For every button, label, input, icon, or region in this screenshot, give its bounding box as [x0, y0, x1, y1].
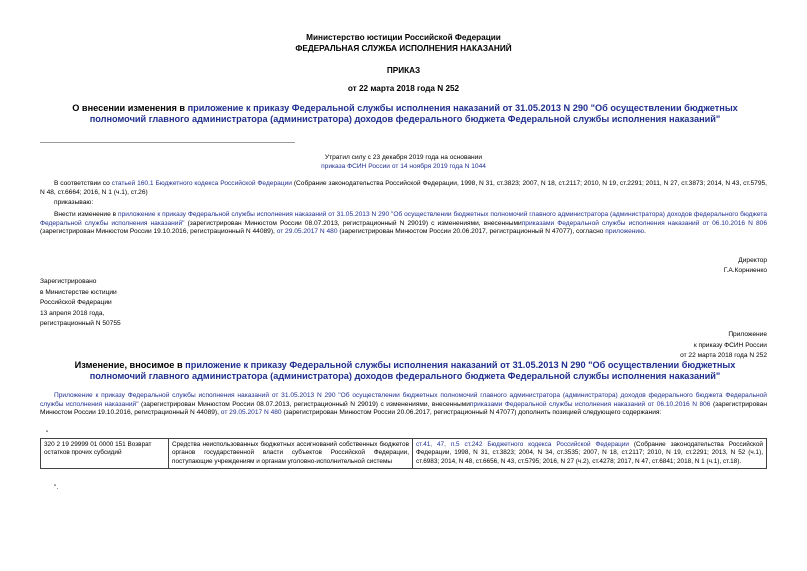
- closing-quote: ".: [54, 484, 59, 491]
- status-link-line: [0, 163, 807, 172]
- amend-link-order-806[interactable]: приказами Федеральной службы исполнения наказаний от 06.10.2016 N 806: [521, 219, 768, 227]
- change-link-order-806[interactable]: приказами Федеральной службы исполнения наказаний от 06.10.2016 N 806: [469, 400, 711, 408]
- repeal-order-link[interactable]: приказа ФСИН России от 14 ноября 2019 года N 1044: [321, 163, 486, 170]
- basis-paragraph: В соответствии со статьей 160.1 Бюджетного кодекса Российской Федерации (Собрание законодательства Российской Федерации, 1998, N 31, ст.3823; 2007, N 18, ст.2117; 2010, N 19, ст.2291; 2011, N 27, ст.3873; 2014, N 43, ст.5795, N 48, ст.6664; 2016, N 1 (ч.1), ст.26): [40, 180, 767, 196]
- change-link-appendix[interactable]: Приложение к приказу Федеральной службы исполнения наказаний от 31.05.2013 N 290 "Об осуществлении бюджетных полномочий главного администратора (администратора) доходов федерального бюджета Федеральной службы исполнения наказаний": [40, 392, 767, 408]
- title-link[interactable]: приложение к приказу Федеральной службы исполнения наказаний от 31.05.2013 N 290 "Об осуществлении бюджетных полномочий главного администратора (администратора) доходов федерального бюджета Федеральной службы исполнения наказаний": [89, 103, 738, 124]
- amend-paragraph: Внести изменение в приложение к приказу Федеральной службы исполнения наказаний от 31.05.2013 N 290 "Об осуществлении бюджетных полномочий главного администратора (администратора) доходов федерального бюджета Федеральной службы исполнения наказаний" (зарегистрирован Минюстом России 08.07.2013, регистрационный N 29019) с изменениями, внесеннымиприказами Федеральной службы исполнения наказаний от 06.10.2016 N 806 (зарегистрирован Минюстом России 19.10.2016, регистрационный N 44089), от 29.05.2017 N 480 (зарегистрирован Минюстом России 20.06.2017, регистрационный N 47077), согласно приложению.: [40, 211, 768, 236]
- signature-name: Г.А.Корниенко: [723, 267, 767, 274]
- divider: [40, 142, 295, 143]
- signature-position: Директор: [738, 257, 767, 264]
- doc-date: от 22 марта 2018 года N 252: [347, 84, 460, 93]
- table-row: [41, 439, 767, 469]
- change-title-link[interactable]: приложение к приказу Федеральной службы исполнения наказаний от 31.05.2013 N 290 "Об осуществлении бюджетных полномочий главного администратора (администратора) доходов федерального бюджета Федеральной службы исполнения наказаний": [89, 360, 736, 381]
- registration-block: Зарегистрировано в Министерстве юстиции Российской Федерации 13 апреля 2018 года, регистрационный N 50755: [40, 278, 121, 328]
- amend-link-appendix[interactable]: приложение к приказу Федеральной службы исполнения наказаний от 31.05.2013 N 290 "Об осуществлении бюджетных полномочий главного администратора (администратора) доходов федерального бюджета Федеральной службы исполнения наказаний": [40, 211, 767, 227]
- amend-link-appendix-ref[interactable]: приложению: [605, 228, 645, 236]
- law-link[interactable]: ст.41, 47, п.5 ст.242 Бюджетного кодекса Российской Федерации: [416, 441, 629, 448]
- table-open-quote: ": [46, 430, 49, 437]
- change-title: Изменение, вносимое в приложение к приказу Федеральной службы исполнения наказаний от 31.05.2013 N 290 "Об осуществлении бюджетных полномочий главного администратора (администратора) доходов федерального бюджета Федеральной службы исполнения наказаний": [74, 360, 736, 381]
- law-cell: ст.41, 47, п.5 ст.242 Бюджетного кодекса Российской Федерации (Собрание законодательства Российской Федерации, 1998, N 31, ст.3823; 2004, N 34, ст.3535; 2007, N 18, ст.2117; 2010, N 19, ст.2291; 2013, N 52 (ч.1), ст.6983; 2014, N 48, ст.6656, N 43, ст.5795; 2016, N 27 (ч.2), ст.4278; 2017, N 47, ст.6841; 2018, N 1 (ч.1), ст.18).: [413, 439, 767, 469]
- doc-title: О внесении изменения в приложение к приказу Федеральной службы исполнения наказаний от 31.05.2013 N 290 "Об осуществлении бюджетных полномочий главного администратора (администратора) доходов федерального бюджета Федеральной службы исполнения наказаний": [72, 103, 738, 124]
- change-paragraph: Приложение к приказу Федеральной службы исполнения наказаний от 31.05.2013 N 290 "Об осуществлении бюджетных полномочий главного администратора (администратора) доходов федерального бюджета Федеральной службы исполнения наказаний" (зарегистрирован Минюстом России 08.07.2013, регистрационный N 29019) с изменениями, внесеннымиприказами Федеральной службы исполнения наказаний от 06.10.2016 N 806 (зарегистрирован Минюстом России 19.10.2016, регистрационный N 44089), от 29.05.2017 N 480 (зарегистрирован Минюстом России 20.06.2017, регистрационный N 47077) дополнить позицией следующего содержания:: [40, 392, 767, 417]
- appendix-header: Приложение к приказу ФСИН России от 22 марта 2018 года N 252: [680, 331, 767, 360]
- change-link-order-480[interactable]: от 29.05.2017 N 480: [220, 409, 282, 417]
- amend-link-order-480[interactable]: от 29.05.2017 N 480: [276, 228, 338, 236]
- description-cell: Средства неиспользованных бюджетных ассигнований собственных бюджетов органов государственной власти субъектов Российской Федерации, поступающие учреждениям и органам уголовно-исполнительной системы: [169, 439, 413, 469]
- header-ministry: Министерство юстиции Российской Федерации: [306, 33, 501, 42]
- order-word: приказываю:: [54, 199, 94, 206]
- revenue-table: [40, 438, 767, 469]
- budget-code-link[interactable]: статьей 160.1 Бюджетного кодекса Российской Федерации: [111, 180, 292, 187]
- header-service: ФЕДЕРАЛЬНАЯ СЛУЖБА ИСПОЛНЕНИЯ НАКАЗАНИЙ: [295, 44, 512, 53]
- code-cell: 320 2 19 29999 01 0000 151 Возврат остатков прочих субсидий: [41, 439, 169, 469]
- doc-type: ПРИКАЗ: [386, 66, 421, 75]
- status-line: Утратил силу с 23 декабря 2019 года на основании: [324, 154, 483, 161]
